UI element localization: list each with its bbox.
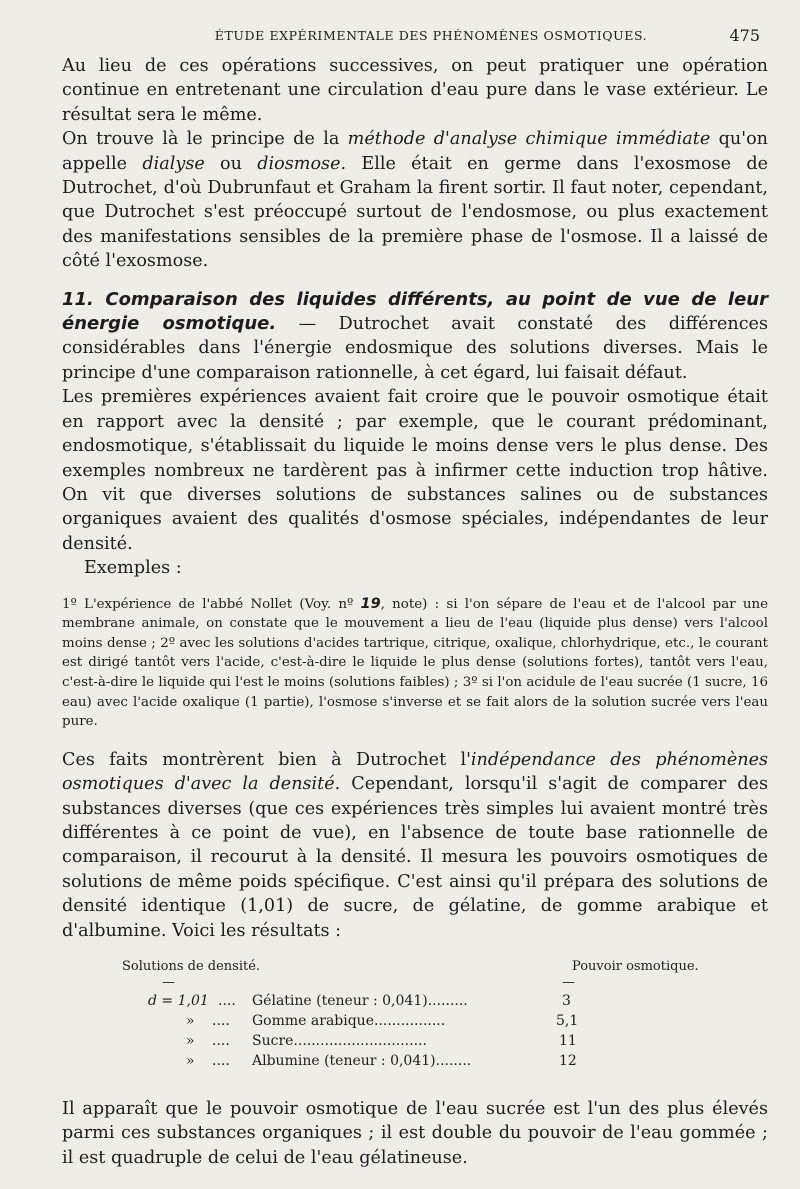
- table-header-left: Solutions de densité.: [122, 958, 261, 974]
- running-header: [62, 28, 760, 54]
- section-title: 11. Comparaison des liquides différents, au point de vue de leur énergie osmotique.: [62, 288, 768, 335]
- table-row: [62, 993, 768, 1013]
- leader-dots: ....: [212, 1052, 230, 1069]
- reference-number: 19: [360, 595, 381, 612]
- running-title: ÉTUDE EXPÉRIMENTALE DES PHÉNOMÈNES OSMOTIQUES.: [214, 28, 648, 43]
- text-run: , note) : si l'on sépare de l'eau et de l'alcool par une membrane animale, on constate que le mouvement a lieu de l'eau (liquide plus dense) vers l'alcool moins dense ; 2º avec les solutions d'acides tartrique, citrique, oxalique, chlorhydrique, etc., le courant est dirigé tantôt vers l'acide, c'est-à-dire le liquide le plus dense (solutions fortes), tantôt vers l'eau, c'est-à-dire le liquide qui l'est le moins (solutions faibles) ; 3º si l'on acidule de l'eau sucrée (1 sucre, 16 eau) avec l'acide oxalique (1 partie), l'osmose s'inverse et se fait alors de la solution sucrée vers l'eau pure.: [62, 596, 768, 730]
- footnote: [62, 595, 768, 732]
- emphasis-dialyse: dialyse: [142, 153, 205, 174]
- density-cell: d = 1,01: [148, 992, 209, 1009]
- text-run: 1º L'expérience de l'abbé Nollet (Voy. nº: [62, 596, 361, 612]
- value-cell: 3: [562, 992, 571, 1009]
- paragraph-2: [62, 127, 768, 273]
- paragraph-4: Les premières expériences avaient fait croire que le pouvoir osmotique était en rapport avec la densité ; par exemple, que le courant prédominant, endosmotique, s'établissait du liquide le moins dense vers le plus dense. Des exemples nombreux ne tardèrent pas à infirmer cette induction trop hâtive. On vit que diverses solutions de substances salines ou de substances organiques avaient des qualités d'osmose spéciales, indépendantes de leur densité.: [62, 387, 768, 554]
- density-cell: »: [186, 1032, 195, 1049]
- text-run: Elle était en germe dans l'exosmose de Dutrochet, d'où Dubrunfaut et Graham la firent sortir. Il faut noter, cependant, que Dutrochet s'est préoccupé surtout de l'endosmose, ou plus exactement des manifestations sensibles de la première phase de l'osmose. Il a laissé de côté l'exosmose.: [62, 153, 769, 272]
- leader-dots: ....: [212, 1012, 230, 1029]
- footnote-text: [62, 595, 768, 732]
- value-cell: 11: [559, 1032, 577, 1049]
- table-header-right: Pouvoir osmotique.: [572, 958, 699, 974]
- text-run: — Dutrochet avait constaté des différences considérables dans l'énergie endosmique des solutions diverses. Mais le principe d'une comparaison rationnelle, à cet égard, lui faisait défaut.: [62, 314, 768, 383]
- value-cell: 12: [559, 1052, 577, 1069]
- table-row: [62, 1033, 768, 1053]
- emphasis-independance: indépendance des phénomènes osmotiques d'avec la densité.: [62, 749, 769, 795]
- paragraph-1: Au lieu de ces opérations successives, on peut pratiquer une opération continue en entretenant une circulation d'eau pure dans le vase extérieur. Le résultat sera le même.: [62, 56, 768, 125]
- leader-dots: ....: [218, 992, 236, 1009]
- substance-cell: Gélatine (teneur : 0,041).........: [252, 992, 468, 1009]
- paragraph-6: [62, 748, 768, 943]
- value-cell: 5,1: [556, 1012, 579, 1029]
- density-cell: »: [186, 1052, 195, 1069]
- table-row: [62, 1013, 768, 1033]
- paragraph-7: Il apparaît que le pouvoir osmotique de l'eau sucrée est l'un des plus élevés parmi ces substances organiques ; il est double du pouvoir de l'eau gommée ; il est quadruple de celui de l'eau gélatineuse.: [62, 1098, 768, 1168]
- leader-dots: ....: [212, 1032, 230, 1049]
- substance-cell: Albumine (teneur : 0,041)........: [252, 1052, 472, 1069]
- table-row: [62, 1053, 768, 1073]
- substance-cell: Gomme arabique................: [252, 1012, 446, 1029]
- substance-cell: Sucre..............................: [252, 1032, 427, 1049]
- table-dash-left: —: [162, 974, 175, 990]
- emphasis-diosmose: diosmose.: [257, 153, 347, 174]
- paragraph-5: Exemples :: [84, 558, 182, 579]
- text-run: qu'on appelle: [62, 129, 768, 174]
- emphasis-method: méthode d'analyse chimique immédiate: [347, 129, 711, 150]
- body-text-2: [62, 748, 768, 943]
- text-run: Cependant, lorsqu'il s'agit de comparer des substances diverses (que ces expériences très simples lui avaient montré très différentes à ce point de vue), en l'absence de toute base rationnelle de comparaison, il recourut à la densité. Il mesura les pouvoirs osmotiques de solutions de même poids spécifique. C'est ainsi qu'il prépara des solutions de densité identique (1,01) de sucre, de gélatine, de gomme arabique et d'albumine. Voici les résultats :: [62, 774, 768, 941]
- density-cell: »: [186, 1012, 195, 1029]
- body-text-3: [62, 1097, 768, 1170]
- text-run: ou: [204, 153, 258, 174]
- paragraph-3: [62, 288, 768, 386]
- text-run: Ces faits montrèrent bien à Dutrochet l': [62, 749, 471, 770]
- results-table: [62, 951, 768, 1089]
- page-number: 475: [729, 26, 760, 45]
- body-text: [62, 54, 768, 581]
- table-dash-right: —: [562, 974, 575, 990]
- text-run: On trouve là le principe de la: [62, 129, 348, 150]
